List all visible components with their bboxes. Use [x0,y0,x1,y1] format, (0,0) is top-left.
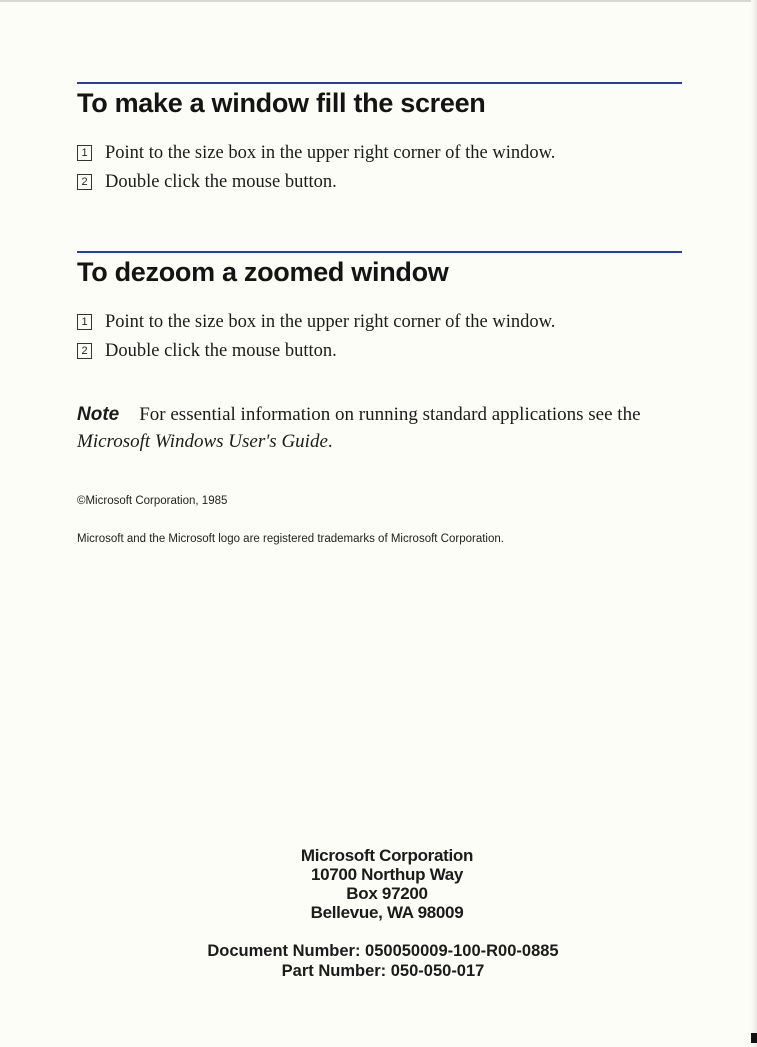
step-item [77,167,682,196]
document-number: Document Number: 050050009-100-R00-0885 [207,942,559,960]
trademark-line: Microsoft and the Microsoft logo are registered trademarks of Microsoft Corporation. [77,533,504,545]
section-heading: To make a window fill the screen [77,88,486,118]
step-item [77,138,682,167]
note-paragraph [77,401,687,455]
section-rule [77,82,682,84]
step-list [77,138,682,196]
step-list [77,307,682,365]
section-fill-screen [77,82,682,196]
book-title: Microsoft Windows User's Guide [77,431,328,452]
street-address: 10700 Northup Way [310,865,464,884]
copyright-line: ©Microsoft Corporation, 1985 [77,495,228,507]
step-text: Double click the mouse button. [105,171,337,192]
note-end: . [327,431,333,452]
step-text: Double click the mouse button. [105,340,337,361]
company-name: Microsoft Corporation [300,846,474,865]
document-numbers [0,941,757,981]
step-item [77,307,682,336]
step-number-box: 1 [77,145,92,161]
section-heading: To dezoom a zoomed window [77,257,449,287]
section-rule [77,251,682,253]
section-dezoom [77,251,682,365]
part-number: Part Number: 050-050-017 [281,962,485,980]
step-text: Point to the size box in the upper right corner of the window. [105,311,556,332]
registration-mark [751,1033,757,1043]
step-text: Point to the size box in the upper right corner of the window. [105,142,556,163]
step-number-box: 2 [77,343,92,359]
note-text: For essential information on running standard applications see the [139,404,641,425]
po-box: Box 97200 [346,884,428,903]
page-top-edge [0,0,757,2]
step-number-box: 1 [77,314,92,330]
step-item [77,336,682,365]
company-address [0,846,757,922]
step-number-box: 2 [77,174,92,190]
note-label: Note [77,404,120,425]
city-state-zip: Bellevue, WA 98009 [310,903,464,922]
